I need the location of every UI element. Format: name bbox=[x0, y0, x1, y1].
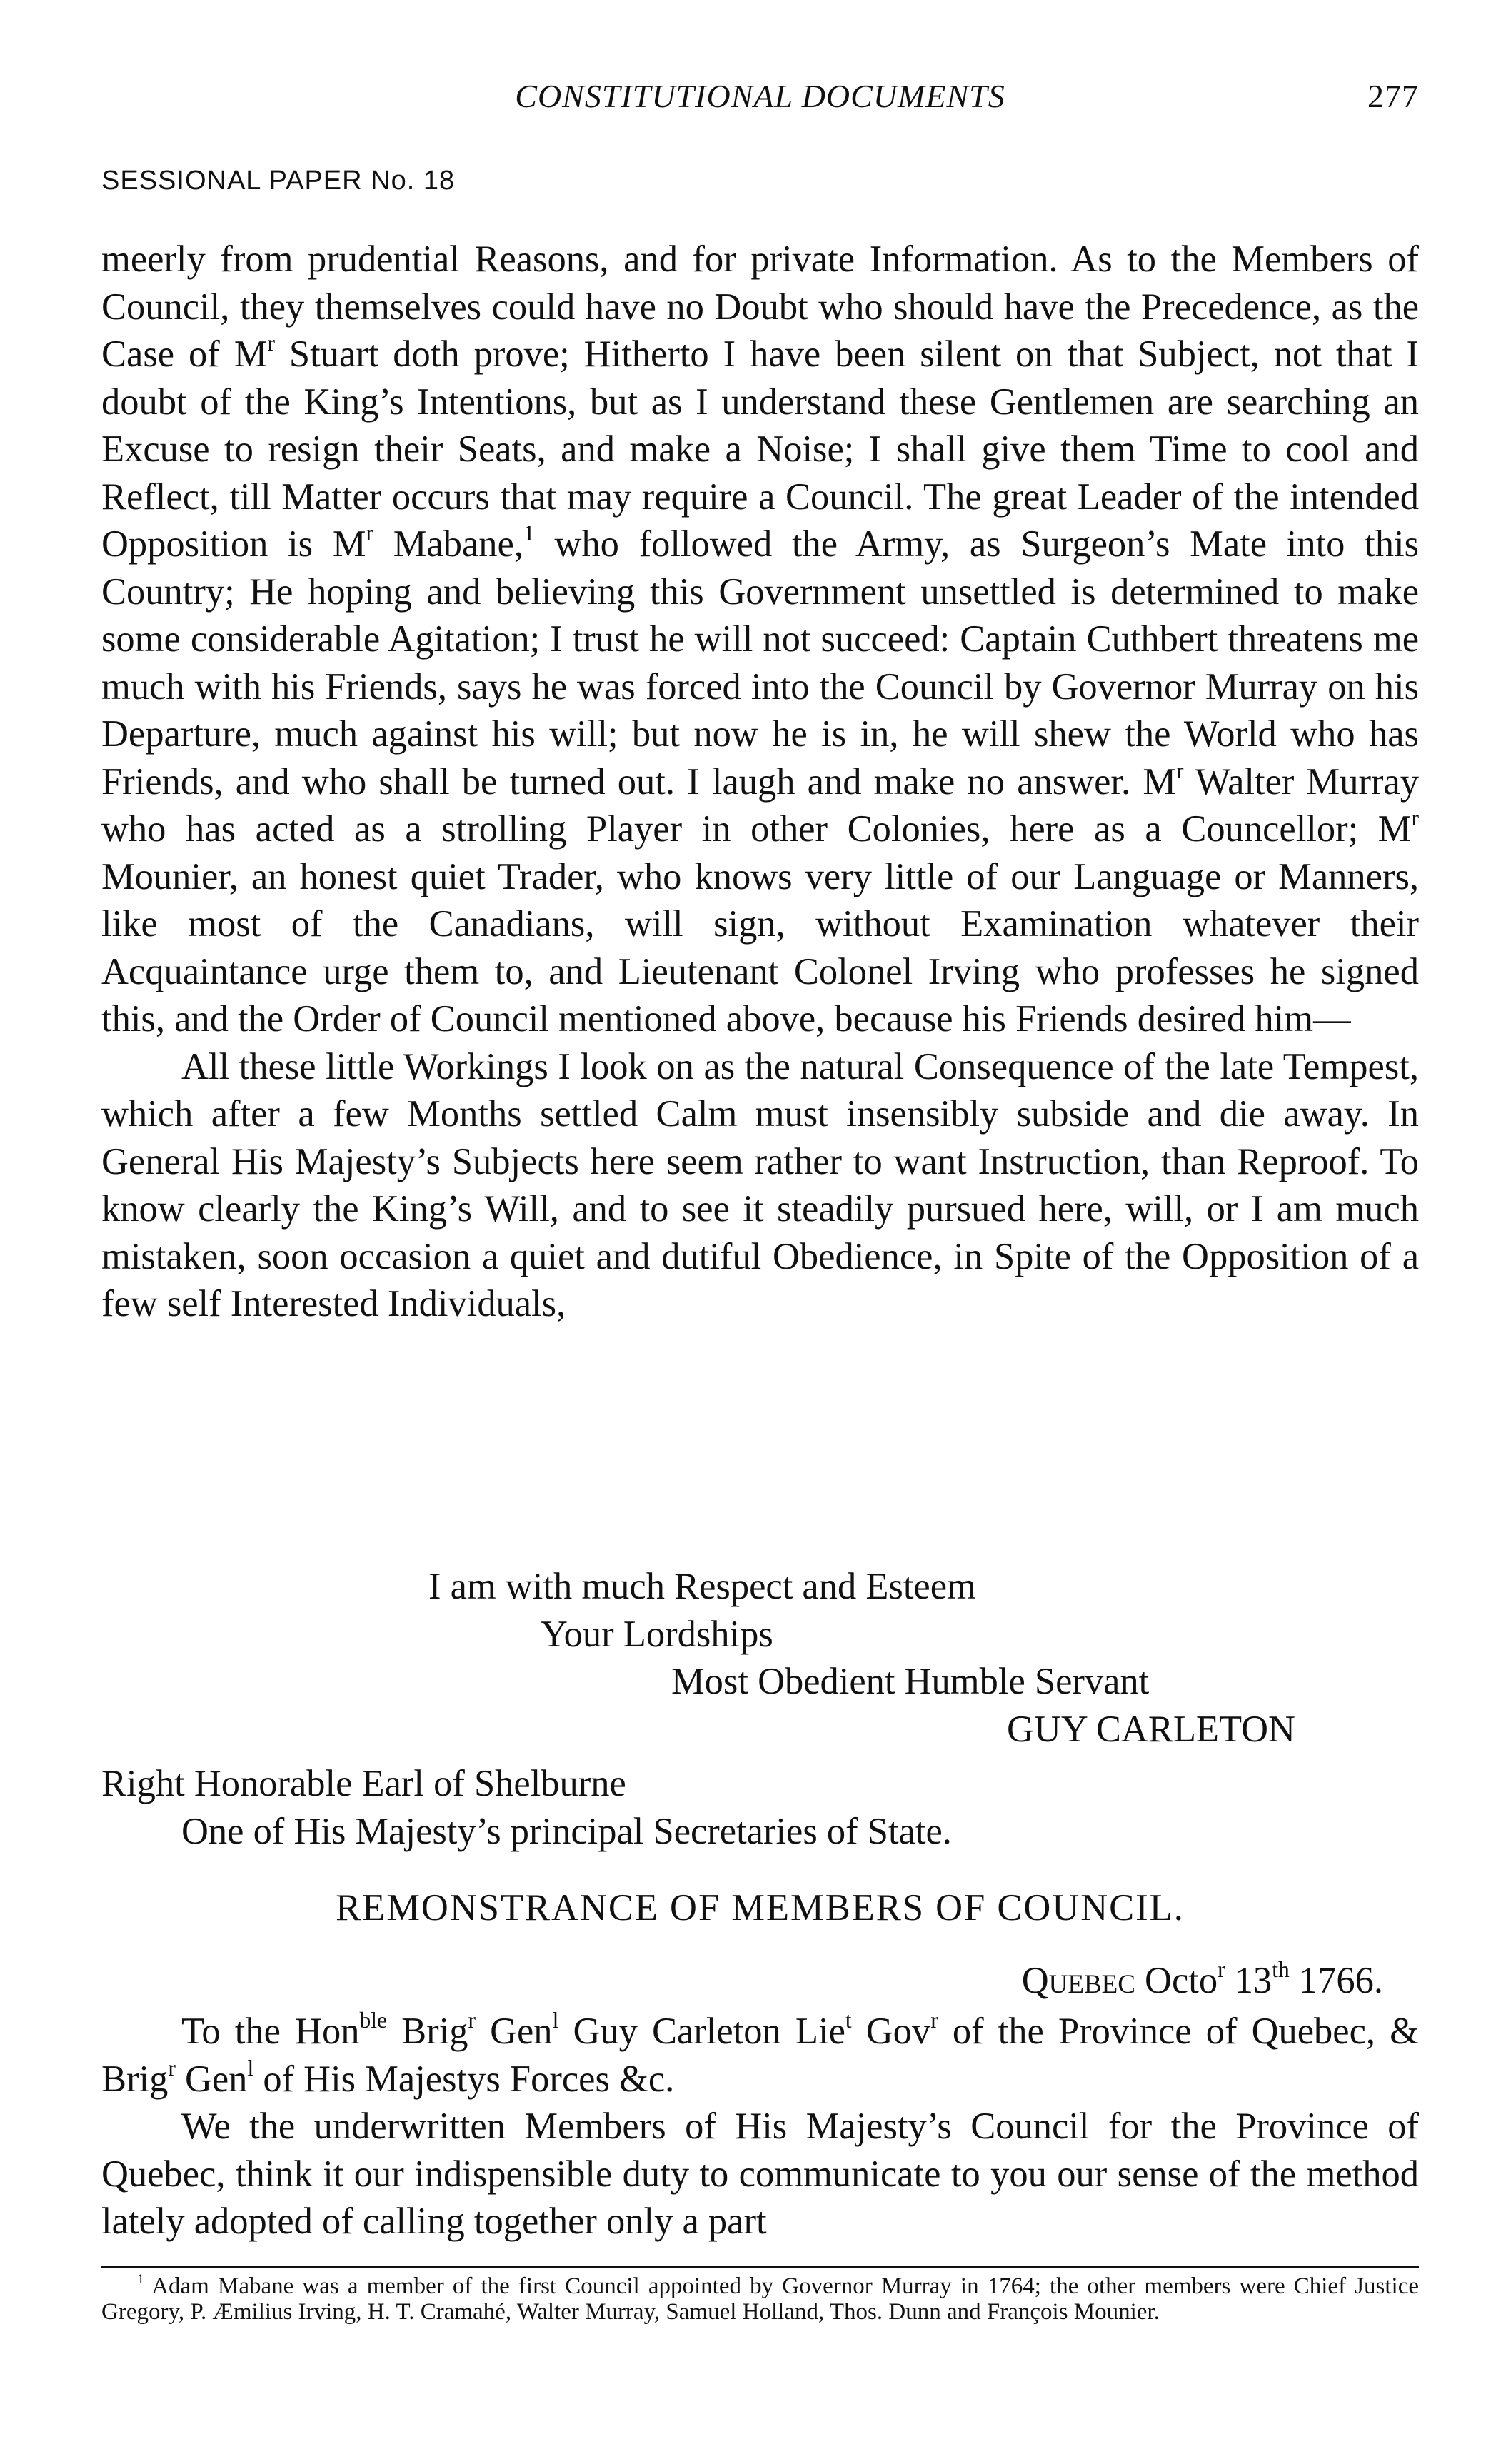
signature: GUY CARLETON bbox=[1007, 1709, 1295, 1750]
remonstrance-paragraph: We the underwritten Members of His Majesty’s Council for the Province of Quebec, think it our indispensible duty to communicate to you our sense of the method lately adopted of calling together only a part bbox=[101, 2106, 1419, 2242]
section-heading: REMONSTRANCE OF MEMBERS OF COUNCIL. bbox=[336, 1887, 1185, 1929]
sessional-paper-label: SESSIONAL PAPER No. 18 bbox=[101, 166, 456, 196]
running-title: CONSTITUTIONAL DOCUMENTS bbox=[515, 78, 1005, 114]
remonstrance-body bbox=[101, 2008, 1419, 2246]
footnote-reference[interactable]: 1 bbox=[523, 520, 535, 545]
letter-body bbox=[101, 236, 1419, 1328]
page-number: 277 bbox=[1367, 78, 1419, 114]
paragraph-1: meerly from prudential Reasons, and for private Information. As to the Members of Council, they themselves could have no Doubt who should have the Precedence, as the Case of $M^r$ Stuart doth prove; Hitherto I have been silent on that Subject, not that I doubt of the King’s Intentions, but as I understand these Gentlemen are searching an Excuse to resign their Seats, and make a Noise; I shall give them Time to cool and Reflect, till Matter occurs that may require a Council. The great Leader of the intended Opposition is $M^r$ Mabane,$^1$ who followed the Army, as Surgeon’s Mate into this Country; He hoping and believing this Government unsettled is determined to make some considerable Agitation; I trust he will not succeed: Captain Cuthbert threatens me much with his Friends, says he was forced into the Council by Governor Murray on his Departure, much against his will; but now he is in, he will shew the World who has Friends, and who shall be turned out. I laugh and make no answer. $M^r$ Walter Murray who has acted as a strolling Player in other Colonies, here as a Councellor; $M^r$ Mounier, an honest quiet Trader, who knows very little of our Language or Manners, like most of the Canadians, will sign, without Examination whatever their Acquaintance urge them to, and Lieutenant Colonel Irving who professes he signed this, and the Order of Council mentioned above, because his Friends desired him— bbox=[101, 238, 1420, 1040]
closing-line-2: Your Lordships bbox=[541, 1614, 773, 1655]
salutation: To the Hon$^{ble}$ Brig$^r$ Gen$^l$ Guy Carleton Lie$^t$ Gov$^r$ of the Province of Quebec, & Brig$^r$ Gen$^l$ of His Majestys Forces &c. bbox=[101, 2007, 1419, 2100]
footnote-marker: 1 bbox=[137, 2271, 144, 2288]
closing-line-1: I am with much Respect and Esteem bbox=[428, 1566, 976, 1607]
addressee-line-2: One of His Majesty’s principal Secretaries of State. bbox=[181, 1811, 952, 1852]
dateline: Quebec Octo$^r$ 13th 1766. bbox=[1021, 1956, 1383, 2001]
footnote-divider bbox=[101, 2266, 1419, 2268]
footnote bbox=[101, 2273, 1419, 2325]
addressee-line-1: Right Honorable Earl of Shelburne bbox=[101, 1763, 626, 1804]
paragraph-2: All these little Workings I look on as the natural Consequence of the late Tempest, which after a few Months settled Calm must insensibly subside and die away. In General His Majesty’s Subjects here seem rather to want Instruction, than Reproof. To know clearly the King’s Will, and to see it steadily pursued here, will, or I am much mistaken, soon occasion a quiet and dutiful Obedience, in Spite of the Opposition of a few self Interested Individuals, bbox=[101, 1045, 1419, 1324]
closing-line-3: Most Obedient Humble Servant bbox=[671, 1661, 1150, 1702]
footnote-text: Adam Mabane was a member of the first Council appointed by Governor Murray in 1764; the other members were Chief Justice Gregory, P. Æmilius Irving, H. T. Cramahé, Walter Murray, Samuel Holland, Thos. Dunn and François Mounier. bbox=[101, 2273, 1419, 2325]
